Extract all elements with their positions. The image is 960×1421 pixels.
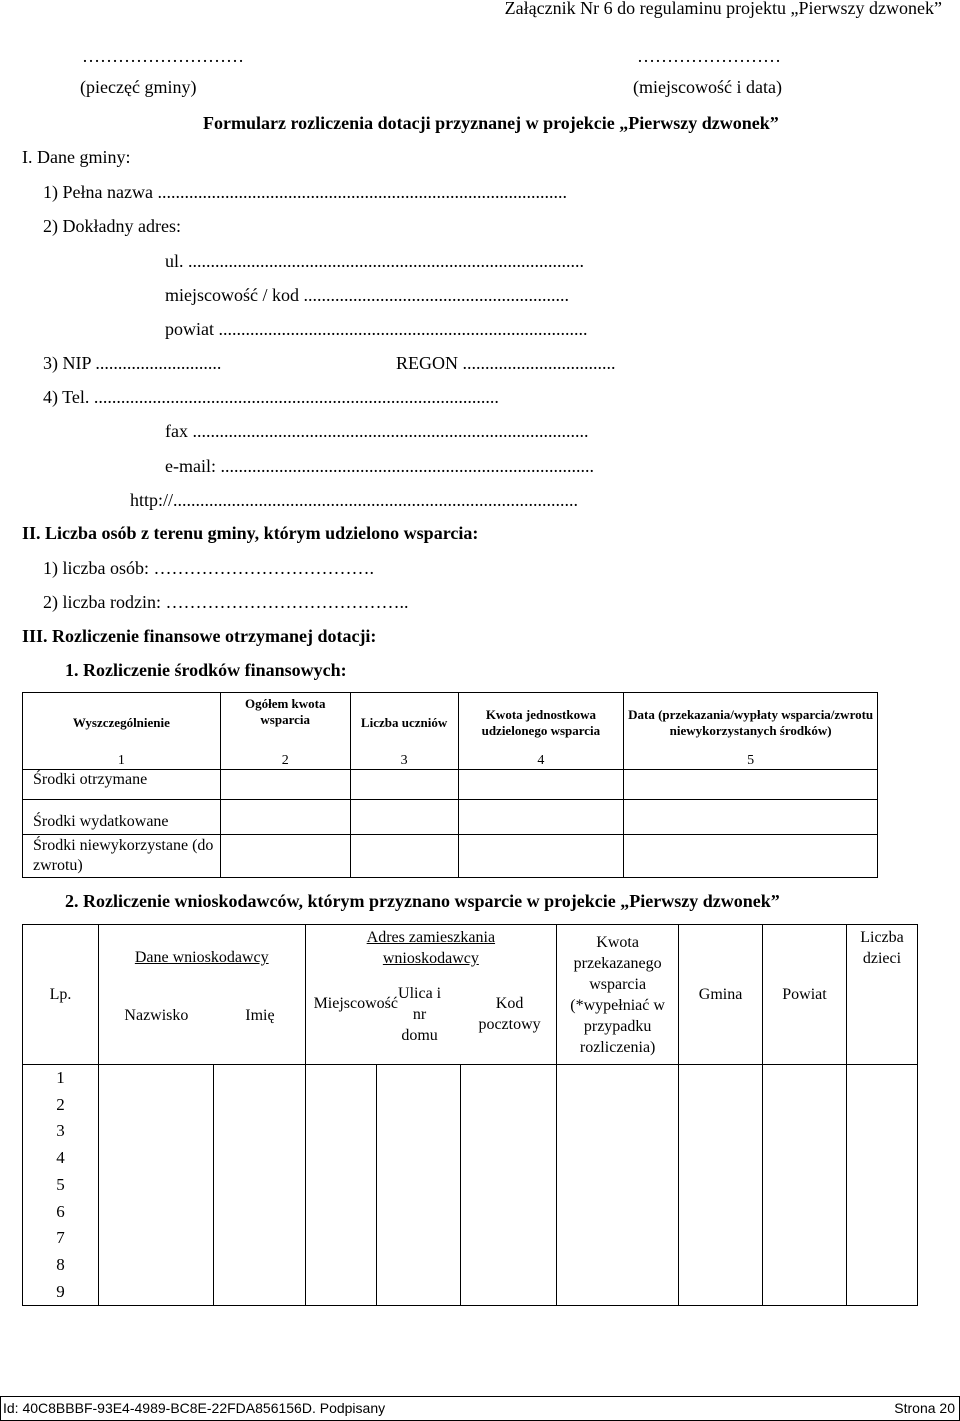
table-cell[interactable] (220, 800, 350, 835)
col-header-applicant (98, 925, 305, 1065)
col-header-street: Ulica i nr domu (398, 985, 442, 1044)
table-cell[interactable] (458, 770, 624, 800)
col-header-postcode: Kod pocztowy (478, 995, 541, 1033)
table-cell[interactable] (98, 1065, 213, 1306)
col-header-address (305, 925, 557, 1065)
table-cell[interactable] (305, 1065, 377, 1306)
col-number: 3 (350, 753, 458, 770)
document-id: Id: 40C8BBBF-93E4-4989-BC8E-22FDA856156D. Podpisany (3, 1400, 386, 1416)
table-cell[interactable] (213, 1065, 305, 1306)
page-number: Strona 20 (894, 1400, 955, 1416)
table-cell[interactable] (350, 835, 458, 878)
table-cell[interactable] (350, 770, 458, 800)
col-header-date: Data (przekazania/wypłaty wsparcia/zwrotu niewykorzystanych środków) (624, 693, 878, 753)
col-header-total: Ogółem kwota wsparcia (220, 693, 350, 753)
stamp-label: (pieczęć gminy) (80, 77, 197, 97)
form-title: Formularz rozliczenia dotacji przyznanej w projekcie „Pierwszy dzwonek” (203, 113, 779, 133)
table-cell[interactable] (846, 1065, 917, 1306)
table-cell[interactable] (624, 770, 878, 800)
col-number: 1 (23, 753, 221, 770)
row-number: 7 (56, 1228, 65, 1248)
street-field: ul. ........................................................................................ (165, 251, 585, 271)
applicants-table (22, 924, 918, 1306)
table-cell[interactable] (220, 835, 350, 878)
row-label: Środki niewykorzystane (do zwrotu) (23, 835, 221, 878)
col-number: 5 (624, 753, 878, 770)
col-number: 4 (458, 753, 624, 770)
table-row (23, 770, 878, 800)
section1-heading: I. Dane gminy: (22, 147, 131, 167)
families-field: 2) liczba rodzin: ………………………………….. (43, 592, 409, 612)
full-name-field: 1) Pełna nazwa ........................................................................................... (43, 182, 567, 202)
regon-field: REGON .................................. (396, 353, 616, 373)
table-cell[interactable] (458, 835, 624, 878)
col-header-town: Miejscowość (313, 995, 398, 1012)
col-header-amount: Kwota przekazanego wsparcia (*wypełniać w przypadku rozliczenia) (557, 925, 679, 1065)
col-header-lp: Lp. (23, 925, 99, 1065)
row-number: 9 (56, 1281, 65, 1301)
tel-field: 4) Tel. .......................................................................................... (43, 387, 499, 407)
col-header-first-name: Imię (245, 1007, 275, 1024)
row-number: 8 (56, 1254, 65, 1274)
address-group-label: Adres zamieszkania wnioskodawcy (366, 929, 496, 967)
place-dots: …………………… (637, 46, 781, 66)
address-label: 2) Dokładny adres: (43, 216, 181, 236)
persons-field: 1) liczba osób: ………………………………. (43, 558, 374, 578)
place-label: (miejscowość i data) (633, 77, 782, 97)
funds-table (22, 692, 878, 878)
section3-heading: III. Rozliczenie finansowe otrzymanej dotacji: (22, 626, 377, 646)
fax-field: fax ........................................................................................ (165, 421, 589, 441)
table-cell[interactable] (220, 770, 350, 800)
table-row (23, 800, 878, 835)
col-header-surname: Nazwisko (124, 1007, 189, 1024)
table-cell[interactable] (624, 835, 878, 878)
row-number: 4 (56, 1148, 65, 1168)
row-number: 6 (56, 1201, 65, 1221)
nip-field: 3) NIP ............................ (43, 353, 222, 373)
row-number: 5 (56, 1174, 65, 1194)
table-cell[interactable] (557, 1065, 679, 1306)
col-header-powiat: Powiat (763, 925, 847, 1065)
col-header-children: Liczba dzieci (846, 925, 917, 1065)
stamp-dots: ……………………… (82, 46, 244, 66)
row-number: 3 (56, 1121, 65, 1141)
subsection1-heading: 1. Rozliczenie środków finansowych: (65, 660, 347, 680)
http-field: http://.......................................................................................... (130, 490, 579, 510)
table-cell[interactable] (458, 800, 624, 835)
table-cell[interactable] (350, 800, 458, 835)
table-cell[interactable] (679, 1065, 763, 1306)
table-cell[interactable] (461, 1065, 557, 1306)
table-cell[interactable] (377, 1065, 461, 1306)
row-label: Środki otrzymane (23, 770, 221, 800)
row-number: 1 (56, 1068, 65, 1087)
row-label: Środki wydatkowane (23, 800, 221, 835)
section2-heading: II. Liczba osób z terenu gminy, którym udzielono wsparcia: (22, 523, 479, 543)
email-field: e-mail: ................................................................................... (165, 456, 594, 476)
col-header-gmina: Gmina (679, 925, 763, 1065)
annex-label: Załącznik Nr 6 do regulaminu projektu „Pierwszy dzwonek” (504, 0, 942, 18)
applicants-group-label: Dane wnioskodawcy (134, 949, 269, 966)
table-cell[interactable] (624, 800, 878, 835)
col-header-students: Liczba uczniów (350, 693, 458, 753)
col-number: 2 (220, 753, 350, 770)
subsection2-heading: 2. Rozliczenie wnioskodawców, którym przyznano wsparcie w projekcie „Pierwszy dzwonek” (65, 891, 780, 911)
col-header-description: Wyszczególnienie (23, 693, 221, 753)
col-header-unit-amount: Kwota jednostkowa udzielonego wsparcia (458, 693, 624, 753)
row-number: 2 (56, 1094, 65, 1114)
city-code-field: miejscowość / kod ........................................................... (165, 285, 569, 305)
row-numbers-cell (23, 1065, 99, 1306)
page-footer (0, 1396, 960, 1421)
county-field: powiat .................................................................................. (165, 319, 588, 339)
table-row (23, 835, 878, 878)
table-cell[interactable] (763, 1065, 847, 1306)
